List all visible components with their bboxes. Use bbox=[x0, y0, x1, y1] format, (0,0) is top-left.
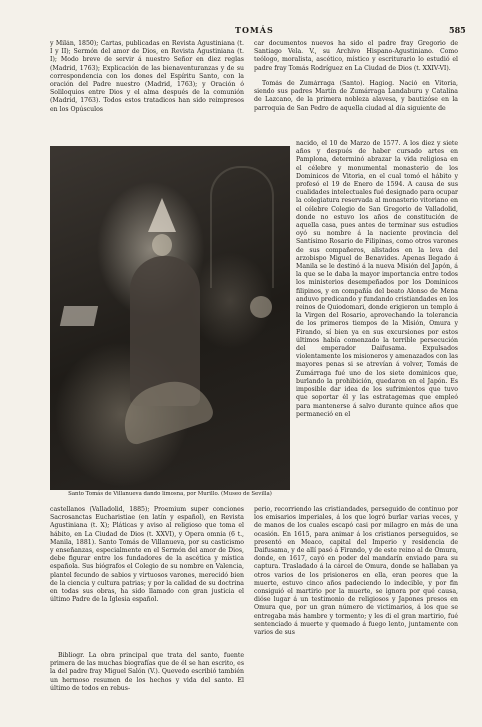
painting-saint-face bbox=[152, 234, 172, 256]
painting-arch-detail bbox=[210, 166, 274, 288]
paragraph-bibliography: Bibliogr. La obra principal que trata del santo, fuente primera de las muchas biografías que de él se han escrito, es la del padre fray Miguel Salón (V.). Quevedo escribió también un hermoso resumen de los hechos y vida del santo. El último de todos en rebus- bbox=[50, 652, 244, 692]
painting-child-figure bbox=[250, 296, 272, 318]
running-head: TOMÁS bbox=[235, 25, 274, 35]
painting-illustration bbox=[50, 146, 290, 490]
painting-mitre-detail bbox=[148, 198, 176, 232]
figure-caption: Santo Tomás de Villanueva dando limosna, por Murillo. (Museo de Sevilla) bbox=[68, 491, 272, 497]
paragraph-left-bottom: castellanos (Valladolid, 1885); Proemium super conciones Sacrosanctas Eucharistiae (en latín y español), en Revista Agustiniana (t. X); Pláticas y aviso al religioso que toma el hábito, en La Ciudad de Dios (t. XXVI), y Opera omnia (6 t., Manila, 1881). Santo Tomás de Villanueva, por su casticismo y enseñanzas, especialmente en el Sermón del amor de Dios, debe figurar entre los fundadores de la ascética y mística española. Sus biógrafos el Colegio de su nombre en Valencia, plantel fecundo de sabios y virtuosos varones, merecidó bien de la ciencia y cultura patrias; y por la calidad de su doctrina en todas sus obras, ha sido llamado con gran justicia el último Padre de la Iglesia español. bbox=[50, 506, 244, 604]
painting-book-detail bbox=[60, 306, 98, 326]
page-number: 585 bbox=[449, 25, 466, 35]
paragraph-right-wrap: nacido, el 10 de Marzo de 1577. A los diez y siete años y después de haber cursado artes en Pamplona, determinó abrazar la vida religiosa en el célebre y monumental monasterio de los Dominicos de Vitoria, en el cual tomó el hábito y profesó el 19 de Enero de 1594. A causa de sus cualidades intelectuales fué designado para ocupar la colegiatura reservada al monasterio vitoriano en el célebre Colegio de San Gregorio de Valladolid, donde no estuvo los años de constitución de aquella casa, pues antes de terminar sus estudios oyó su nombre á la naciente provincia del Santísimo Rosario de Filipinas, como otros varones de sus compañeros, alistados en la leva del arzobispo Miguel de Benavides. Apenas llegado á Manila se le destinó á la nueva Misión del Japón, á la que se le daba la mayor importancia entre todos los ministerios desempeñados por los Dominicos filipinos, y en compañía del beato Alonso de Mena anduvo predicando y fundando cristiandades en los reinos de Quiodomari, donde erigieron un templo á la Virgen del Rosario, aprovechando la tolerancia de los primeros tiempos de la Misión, Omura y Firando, sí bien ya en sus excursiones por estos últimos había comenzado la terrible persecución del emperador Daifusama. Expulsados violentamente los misioneros y amenazados con las mayores penas si se atrevían á volver, Tomás de Zumárraga fué uno de los siete dominicos que, burlando la prohibición, quedaron en el Japón. Es imposible dar idea de los sufrimientos que tuvo que soportar él y las estratagemas que empleó para mantenerse á salvo durante quince años que permaneció en el bbox=[296, 140, 458, 418]
paragraph-right-top: car documentos nuevos ha sido el padre fray Gregorio de Santiago Vela. V., su Archivo Hispano-Agustiniano. Como teólogo, moralista, ascético, místico y escriturario lo estudió el padre fray Tomás Rodríguez en La Ciudad de Dios (t. XXIV-VI). bbox=[254, 40, 458, 72]
paragraph-right-bottom: perio, recorriendo las cristiandades, perseguido de continuo por los emisarios imperiales, á los que logró burlar varias veces, y de manos de los cuales escapó casi por milagro en más de una ocasión. En 1615, para animar á los cristianos perseguidos, se presentó en Meaco, capital del Imperio y residencia de Daifusama, y de allí pasó á Firando, y de este reino al de Omura, donde, en 1617, cayó en poder del mandarín enviado para su captura. Trasladado á la cárcel de Omura, donde se hallaban ya otros varios de los prisioneros en ella, eran peores que la muerte, estuvo cinco años padeciendo lo indecible, y por fin consiguió el martirio por la muerte, se ignora por qué causa, dióse lugar á un testimonio de religiosos y Japones presos en Omura que, por un gran número de victimarios, á los que se entregaba más hambre y tormento; y les di el gran martirio, fué sentenciado á muerte y quemado á fuego lento, juntamente con varios de sus bbox=[254, 506, 458, 637]
paragraph-left-top: y Milán, 1850); Cartas, publicadas en Revista Agustiniana (t. I y II); Sermón del amor de Dios, en Revista Agustiniana (t. I); Modo breve de servir á nuestro Señor en diez reglas (Madrid, 1763); Explicación de las bienaventuranzas y de su correspondencia con los dones del Espíritu Santo, con la oración del Padre nuestro (Madrid, 1763); y Oración ó Soliloquios entre Dios y el alma después de la comunión (Madrid, 1763). Todos estos tratadicos han sido reimpresos en los Opúsculos bbox=[50, 40, 244, 113]
paragraph-zumarraga-intro: Tomás de Zumárraga (Santo). Hagiog. Nació en Vitoria, siendo sus padres Martín de Zumárraga Landaburu y Catalina de Lazcano, de la primera nobleza alavesa, y bautizóse en la parroquia de San Pedro de aquella ciudad al día siguiente de bbox=[254, 80, 458, 112]
